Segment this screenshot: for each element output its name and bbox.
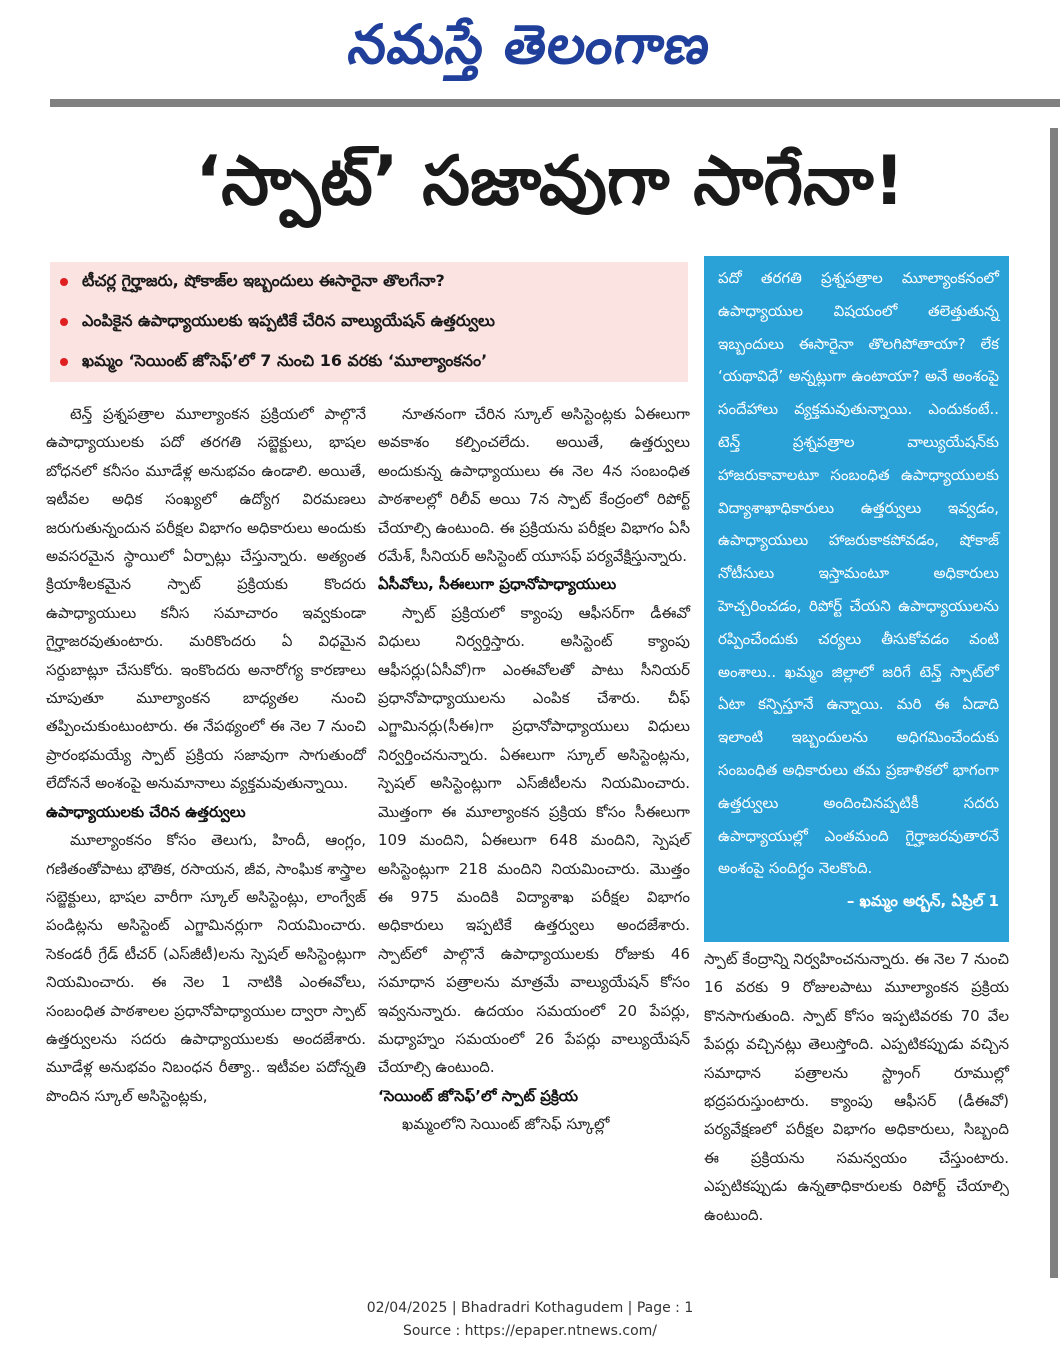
subheading: ‘సెయింట్ జోసెఫ్’లో స్పాట్ ప్రక్రియ bbox=[378, 1086, 579, 1105]
bullet-dot-icon bbox=[60, 318, 68, 326]
article-column-2 bbox=[378, 400, 690, 1260]
headline: ‘స్పాట్’ సజావుగా సాగేనా! bbox=[195, 142, 905, 221]
masthead-title: నమస్తే తెలంగాణ bbox=[344, 12, 716, 76]
paragraph: టెన్త్ ప్రశ్నపత్రాల మూల్యాంకన ప్రక్రియలో పాల్గొనే ఉపాధ్యాయులకు పదో తరగతి సబ్జెక్టులు, భాషల బోధనలో కనీసం మూడేళ్ల అనుభవం ఉండాలి. అయితే, ఇటీవల అధిక సంఖ్యలో ఉద్యోగ విరమణలు జరుగుతున్నందున పరీక్షల విభాగం అధికారులు అందుకు అవసరమైన స్థాయిలో ఏర్పాట్లు చేస్తున్నారు. అత్యంత క్రియాశీలకమైన స్పాట్ ప్రక్రియకు కొందరు ఉపాధ్యాయులు కనీస సమాచారం ఇవ్వకుండా గైర్హాజరవుతుంటారు. మరికొందరు ఏ విధమైన సర్దుబాట్లూ చేసుకోరు. ఇంకొందరు అనారోగ్య కారణాలు చూపుతూ మూల్యాంకన బాధ్యతల నుంచి తప్పించుకుంటుంటారు. ఈ నేపథ్యంలో ఈ నెల 7 నుంచి ప్రారంభమయ్యే స్పాట్ ప్రక్రియ సజావుగా సాగుతుందో లేదోననే అంశంపై అనుమానాలు వ్యక్తమవుతున్నాయి. bbox=[46, 405, 366, 793]
paragraph: స్పాట్ కేంద్రాన్ని నిర్వహించనున్నారు. ఈ నెల 7 నుంచి 16 వరకు 9 రోజులపాటు మూల్యాంకన ప్రక్రియ కొనసాగుతుంది. స్పాట్ కోసం ఇప్పటివరకు 70 వేల పేపర్లు వచ్చినట్లు తెలుస్తోంది. ఎప్పటికప్పుడు వచ్చిన సమాధాన పత్రాలను స్ట్రాంగ్ రూముల్లో భద్రపరుస్తుంటారు. క్యాంపు ఆఫీసర్ (డీఈవో) పర్యవేక్షణలో పరీక్షల విభాగం అధికారులు, సిబ్బంది ఈ ప్రక్రియను సమన్వయం చేస్తుంటారు. ఎప్పటికప్పుడు ఉన్నతాధికారులకు రిపోర్ట్ చేయాల్సి ఉంటుంది. bbox=[704, 950, 1009, 1224]
article-column-1 bbox=[46, 400, 366, 1260]
bullet-box bbox=[50, 262, 688, 382]
side-rule bbox=[1050, 128, 1058, 1278]
bullet-item bbox=[50, 262, 688, 302]
intro-box bbox=[704, 256, 1009, 942]
masthead bbox=[0, 4, 1060, 84]
footer-source: Source : https://epaper.ntnews.com/ bbox=[402, 1323, 658, 1339]
bullet-text: ఖమ్మం ‘సెయింట్ జోసెఫ్’లో 7 నుంచి 16 వరకు ‘మూల్యాంకనం’ bbox=[82, 350, 488, 370]
subheading: ఏసీవోలు, సీఈలుగా ప్రధానోపాధ్యాయులు bbox=[378, 575, 617, 594]
paragraph: మూల్యాంకనం కోసం తెలుగు, హిందీ, ఆంగ్లం, గణితంతోపాటు భౌతిక, రసాయన, జీవ, సాంఘిక శాస్త్రాల సబ్జెక్టులు, భాషల వారీగా స్కూల్ అసిస్టెంట్లు, లాంగ్వేజ్ పండిట్లను అసిస్టెంట్ ఎగ్జామినర్లుగా నియమించారు. సెకండరీ గ్రేడ్ టీచర్ (ఎస్‌జీటీ)లను స్పెషల్ అసిస్టెంట్లుగా నియమించారు. ఈ నెల 1 నాటికి ఎంఈవోలు, సంబంధిత పాఠశాలల ప్రధానోపాధ్యాయుల ద్వారా స్పాట్ ఉత్తర్వులను సదరు ఉపాధ్యాయులకు అందజేశారు. మూడేళ్ల అనుభవం నిబంధన రీత్యా.. ఇటీవల పదోన్నతి పొందిన స్కూల్ అసిస్టెంట్లకు, bbox=[46, 831, 366, 1105]
bullet-dot-icon bbox=[60, 278, 68, 286]
byline: – ఖమ్మం అర్బన్, ఏప్రిల్ 1 bbox=[846, 892, 999, 911]
article-column-3 bbox=[704, 945, 1009, 1265]
bullet-text: టీచర్ల గైర్హాజరు, షోకాజ్‌ల ఇబ్బందులు ఈసారైనా తొలగేనా? bbox=[82, 270, 445, 290]
bullet-item bbox=[50, 342, 688, 382]
subheading: ఉపాధ్యాయులకు చేరిన ఉత్తర్వులు bbox=[46, 802, 246, 821]
footer-edition: 02/04/2025 | Bhadradri Kothagudem | Page : 1 bbox=[366, 1300, 694, 1316]
paragraph: ఖమ్మంలోని సెయింట్ జోసెఫ్ స్కూల్లో bbox=[402, 1115, 610, 1134]
intro-text: పదో తరగతి ప్రశ్నపత్రాల మూల్యాంకనంలో ఉపాధ్యాయుల విషయంలో తలెత్తుతున్న ఇబ్బందులు ఈసారైనా తొలగిపోతాయా? లేక ‘యథావిధే’ అన్నట్లుగా ఉంటాయా? అనే అంశంపై సందేహాలు వ్యక్తమవుతున్నాయి. ఎందుకంటే.. టెన్త్ ప్రశ్నపత్రాల వాల్యుయేషన్‌కు హాజరుకావాలటూ సంబంధిత ఉపాధ్యాయులకు విద్యాశాఖాధికారులు ఉత్తర్వులు ఇవ్వడం, ఉపాధ్యాయులు హాజరుకాకపోవడం, షోకాజ్ నోటీసులు ఇస్తామంటూ అధికారులు హెచ్చరించడం, రిపోర్ట్ చేయని ఉపాధ్యాయులను రప్పించేందుకు చర్యలు తీసుకోవడం వంటి అంశాలు.. ఖమ్మం జిల్లాలో జరిగే టెన్త్ స్పాట్‌లో ఏటా కన్పిస్తూనే ఉన్నాయి. మరి ఈ ఏడాది ఇలాంటి ఇబ్బందులను అధిగమించేందుకు సంబంధిత అధికారులు తమ ప్రణాళికలో భాగంగా ఉత్తర్వులు అందించినప్పటికీ సదరు ఉపాధ్యాయుల్లో ఎంతమంది గైర్హాజరవుతారనే అంశంపై సందిగ్ధం నెలకొంది. bbox=[718, 269, 999, 878]
paragraph: స్పాట్ ప్రక్రియలో క్యాంపు ఆఫీసర్‌గా డీఈవో విధులు నిర్వర్తిస్తారు. అసిస్టెంట్ క్యాంపు ఆఫీసర్లు(ఏసీవో)గా ఎంఈవోలతో పాటు సీనియర్ ప్రధానోపాధ్యాయులను ఎంపిక చేశారు. చీఫ్ ఎగ్జామినర్లు(సీఈ)గా ప్రధానోపాధ్యాయులు విధులు నిర్వర్తించనున్నారు. ఏఈలుగా స్కూల్ అసిస్టెంట్లను, స్పెషల్ అసిస్టెంట్లుగా ఎస్‌జీటీలను నియమించారు. మొత్తంగా ఈ మూల్యాంకన ప్రక్రియ కోసం సీఈలుగా 109 మందిని, ఏఈలుగా 648 మందిని, స్పెషల్ అసిస్టెంట్లుగా 218 మందిని నియమించారు. మొత్తం ఈ 975 మందికి విద్యాశాఖ పరీక్షల విభాగం అధికారులు ఇప్పటికే ఉత్తర్వులు అందజేశారు. స్పాట్‌లో పాల్గొనే ఉపాధ్యాయులకు రోజుకు 46 సమాధాన పత్రాలను మాత్రమే వాల్యుయేషన్ కోసం ఇవ్వనున్నారు. ఉదయం సమయంలో 20 పేపర్లు, మధ్యాహ్నం సమయంలో 26 పేపర్లు వాల్యుయేషన్ చేయాల్సి ఉంటుంది. bbox=[378, 603, 690, 1077]
bullet-item bbox=[50, 302, 688, 342]
bullet-text: ఎంపికైన ఉపాధ్యాయులకు ఇప్పటికే చేరిన వాల్యుయేషన్ ఉత్తర్వులు bbox=[82, 310, 495, 330]
bullet-dot-icon bbox=[60, 358, 68, 366]
top-rule bbox=[50, 99, 1060, 107]
paragraph: నూతనంగా చేరిన స్కూల్ అసిస్టెంట్లకు ఏఈలుగా అవకాశం కల్పించలేదు. అయితే, ఉత్తర్వులు అందుకున్న ఉపాధ్యాయులు ఈ నెల 4న సంబంధిత పాఠశాలల్లో రిలీవ్ అయి 7న స్పాట్ కేంద్రంలో రిపోర్ట్ చేయాల్సి ఉంటుంది. ఈ ప్రక్రియను పరీక్షల విభాగం ఏసీ రమేశ్, సీనియర్ అసిస్టెంట్ యూసఫ్ పర్యవేక్షిస్తున్నారు. bbox=[378, 405, 690, 566]
